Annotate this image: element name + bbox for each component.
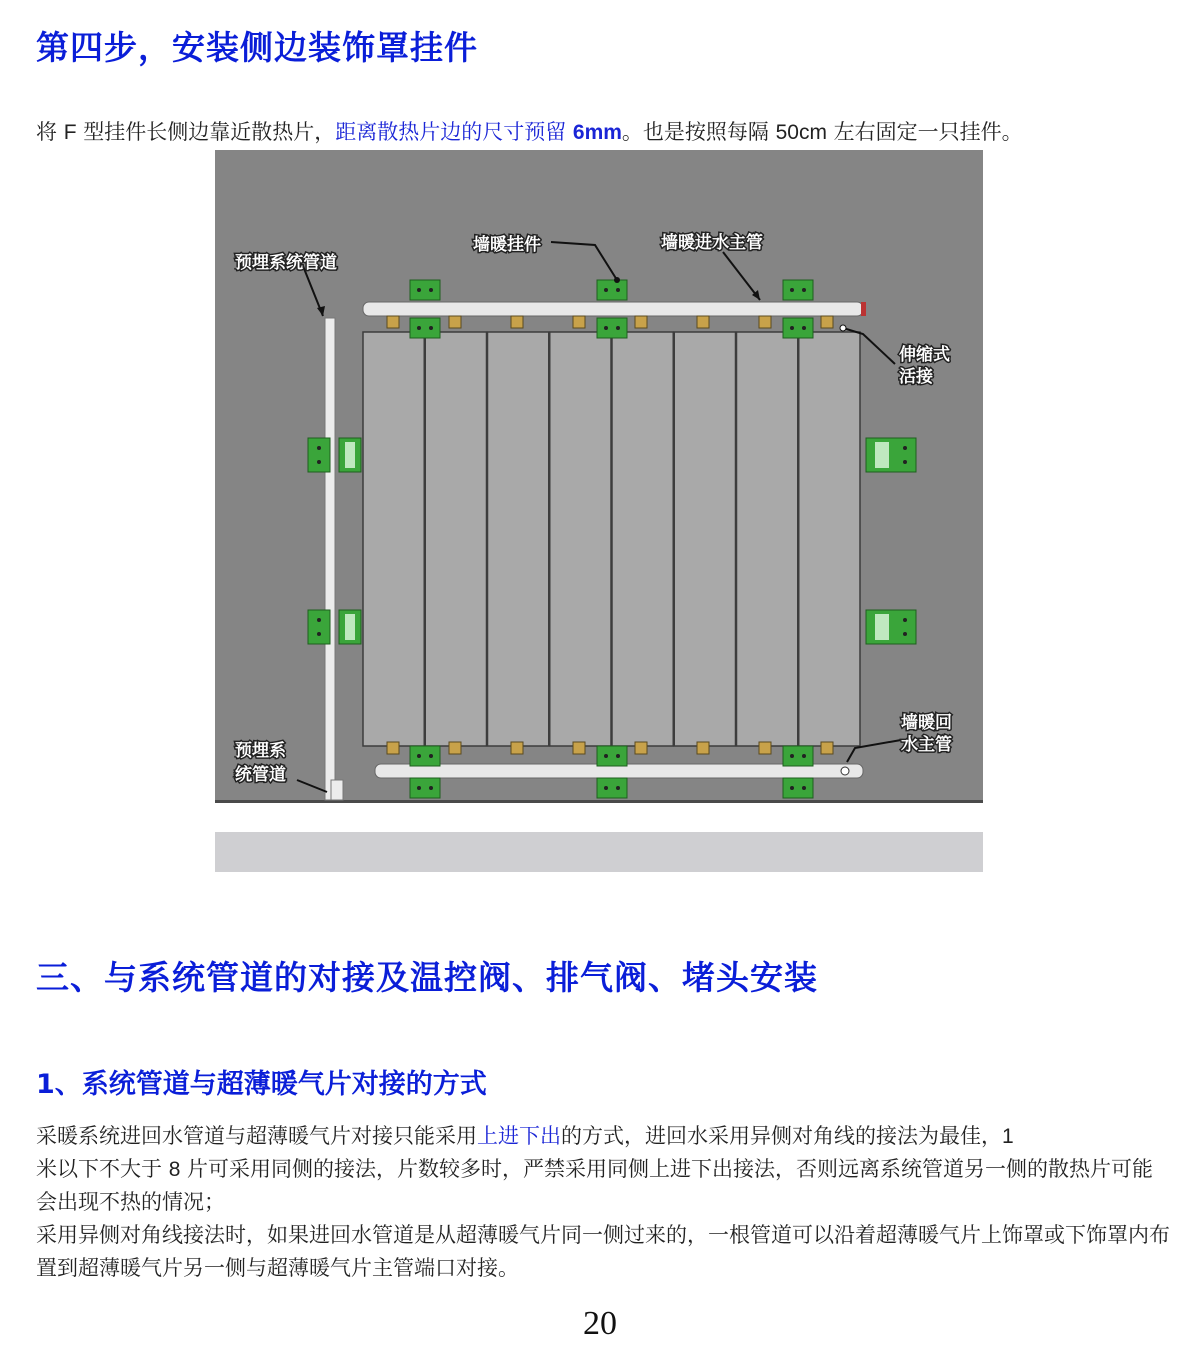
- union-fitting: [759, 742, 771, 754]
- side-hanger-right-lower: [866, 610, 916, 644]
- label-embedded-pipe-top: 预埋系统管道: [235, 253, 337, 273]
- intro-text: 型挂件长侧边靠近散热片，: [76, 120, 336, 144]
- embedded-pipe-end: [331, 780, 343, 800]
- label-embedded-pipe-bottom-line1: 预埋系: [235, 741, 286, 761]
- wall-bracket-top: [597, 280, 627, 300]
- union-fitting: [697, 742, 709, 754]
- wall-bracket-bottom: [597, 778, 627, 798]
- union-fitting: [573, 742, 585, 754]
- intro-text: 将: [36, 120, 64, 144]
- side-hanger-right-upper: [866, 438, 916, 472]
- intro-highlight-value: 6mm: [572, 121, 622, 144]
- label-union-line1: 伸缩式: [899, 345, 950, 365]
- union-fitting: [635, 316, 647, 328]
- label-bracket: 墙暖挂件: [473, 235, 541, 255]
- body-text: [36, 1120, 1171, 1285]
- radiator-panels: [363, 332, 860, 746]
- para1-number: 8: [168, 1158, 181, 1181]
- intro-text: 左右固定一只挂件。: [826, 120, 1023, 144]
- wall-bracket-top: [783, 280, 813, 300]
- intro-text: 。也是按照每隔: [621, 120, 776, 144]
- radiator-panel: [488, 332, 549, 746]
- union-fitting: [511, 742, 523, 754]
- pipe-clip-top: [783, 318, 813, 338]
- label-inlet-main: 墙暖进水主管: [661, 233, 763, 253]
- inlet-pipe-cap: [861, 302, 866, 316]
- radiator-installation-figure: [215, 150, 983, 872]
- pipe-clip-top: [410, 318, 440, 338]
- page-number: 20: [583, 1305, 617, 1342]
- label-union-line2: 活接: [899, 367, 933, 387]
- para1-text: 采暖系统进回水管道与超薄暖气片对接只能采用: [36, 1124, 477, 1148]
- label-embedded-pipe-bottom-line2: 统管道: [235, 765, 286, 785]
- para1-text: 片可采用同侧的接法，片数较多时，严禁采用同侧上进下出接法，否则远离系统管道另一侧的散热片可能会出现不热的情况；: [36, 1157, 1154, 1214]
- intro-paragraph: [36, 116, 1023, 146]
- step-heading: 第四步，安装侧边装饰罩挂件: [36, 28, 478, 67]
- radiator-panel: [737, 332, 798, 746]
- pipe-clip-bottom: [597, 746, 627, 766]
- intro-highlight: 距离散热片边的尺寸预留: [335, 120, 573, 144]
- union-fitting: [511, 316, 523, 328]
- union-fitting: [759, 316, 771, 328]
- label-return-line2: 水主管: [901, 735, 952, 755]
- label-return-line1: 墙暖回: [901, 713, 952, 733]
- sub-heading: 1、系统管道与超薄暖气片对接的方式: [36, 1069, 487, 1100]
- wall-bracket-bottom: [410, 778, 440, 798]
- para1-highlight: 上进下出: [477, 1124, 561, 1148]
- floor: [215, 832, 983, 872]
- union-fitting: [387, 316, 399, 328]
- radiator-panel: [363, 332, 424, 746]
- inlet-main-pipe: [363, 302, 863, 316]
- radiator-panel: [612, 332, 673, 746]
- union-fitting: [449, 742, 461, 754]
- paragraph-2: 采用异侧对角线接法时，如果进回水管道是从超薄暖气片同一侧过来的，一根管道可以沿着超薄暖气片上饰罩或下饰罩内布置到超薄暖气片另一侧与超薄暖气片主管端口对接。: [36, 1223, 1170, 1280]
- radiator-panel: [550, 332, 611, 746]
- intro-f-letter: F: [63, 121, 77, 144]
- para1-text: 米以下不大于: [36, 1157, 169, 1181]
- radiator-diagram: [215, 150, 983, 872]
- union-fitting: [387, 742, 399, 754]
- intro-spacing-value: 50cm: [775, 121, 827, 144]
- wall-bracket-bottom: [783, 778, 813, 798]
- union-fitting: [573, 316, 585, 328]
- pipe-clip-bottom: [410, 746, 440, 766]
- union-fitting: [449, 316, 461, 328]
- para1-text: 的方式，进回水采用异侧对角线的接法为最佳，: [561, 1124, 1002, 1148]
- radiator-panel: [425, 332, 486, 746]
- union-fitting: [821, 316, 833, 328]
- union-fitting: [821, 742, 833, 754]
- wall-bracket-top: [410, 280, 440, 300]
- union-fitting: [697, 316, 709, 328]
- radiator-panel: [674, 332, 735, 746]
- section-heading: 三、与系统管道的对接及温控阀、排气阀、堵头安装: [36, 958, 818, 997]
- pipe-clip-top: [597, 318, 627, 338]
- callout-dot: [614, 277, 620, 283]
- embedded-pipe: [325, 318, 335, 800]
- paragraph-1: [36, 1120, 1171, 1219]
- radiator-panel: [799, 332, 860, 746]
- union-fitting: [635, 742, 647, 754]
- para1-number: 1: [1002, 1125, 1014, 1148]
- callout-dot: [840, 325, 846, 331]
- return-pipe-port: [841, 767, 849, 775]
- pipe-clip-bottom: [783, 746, 813, 766]
